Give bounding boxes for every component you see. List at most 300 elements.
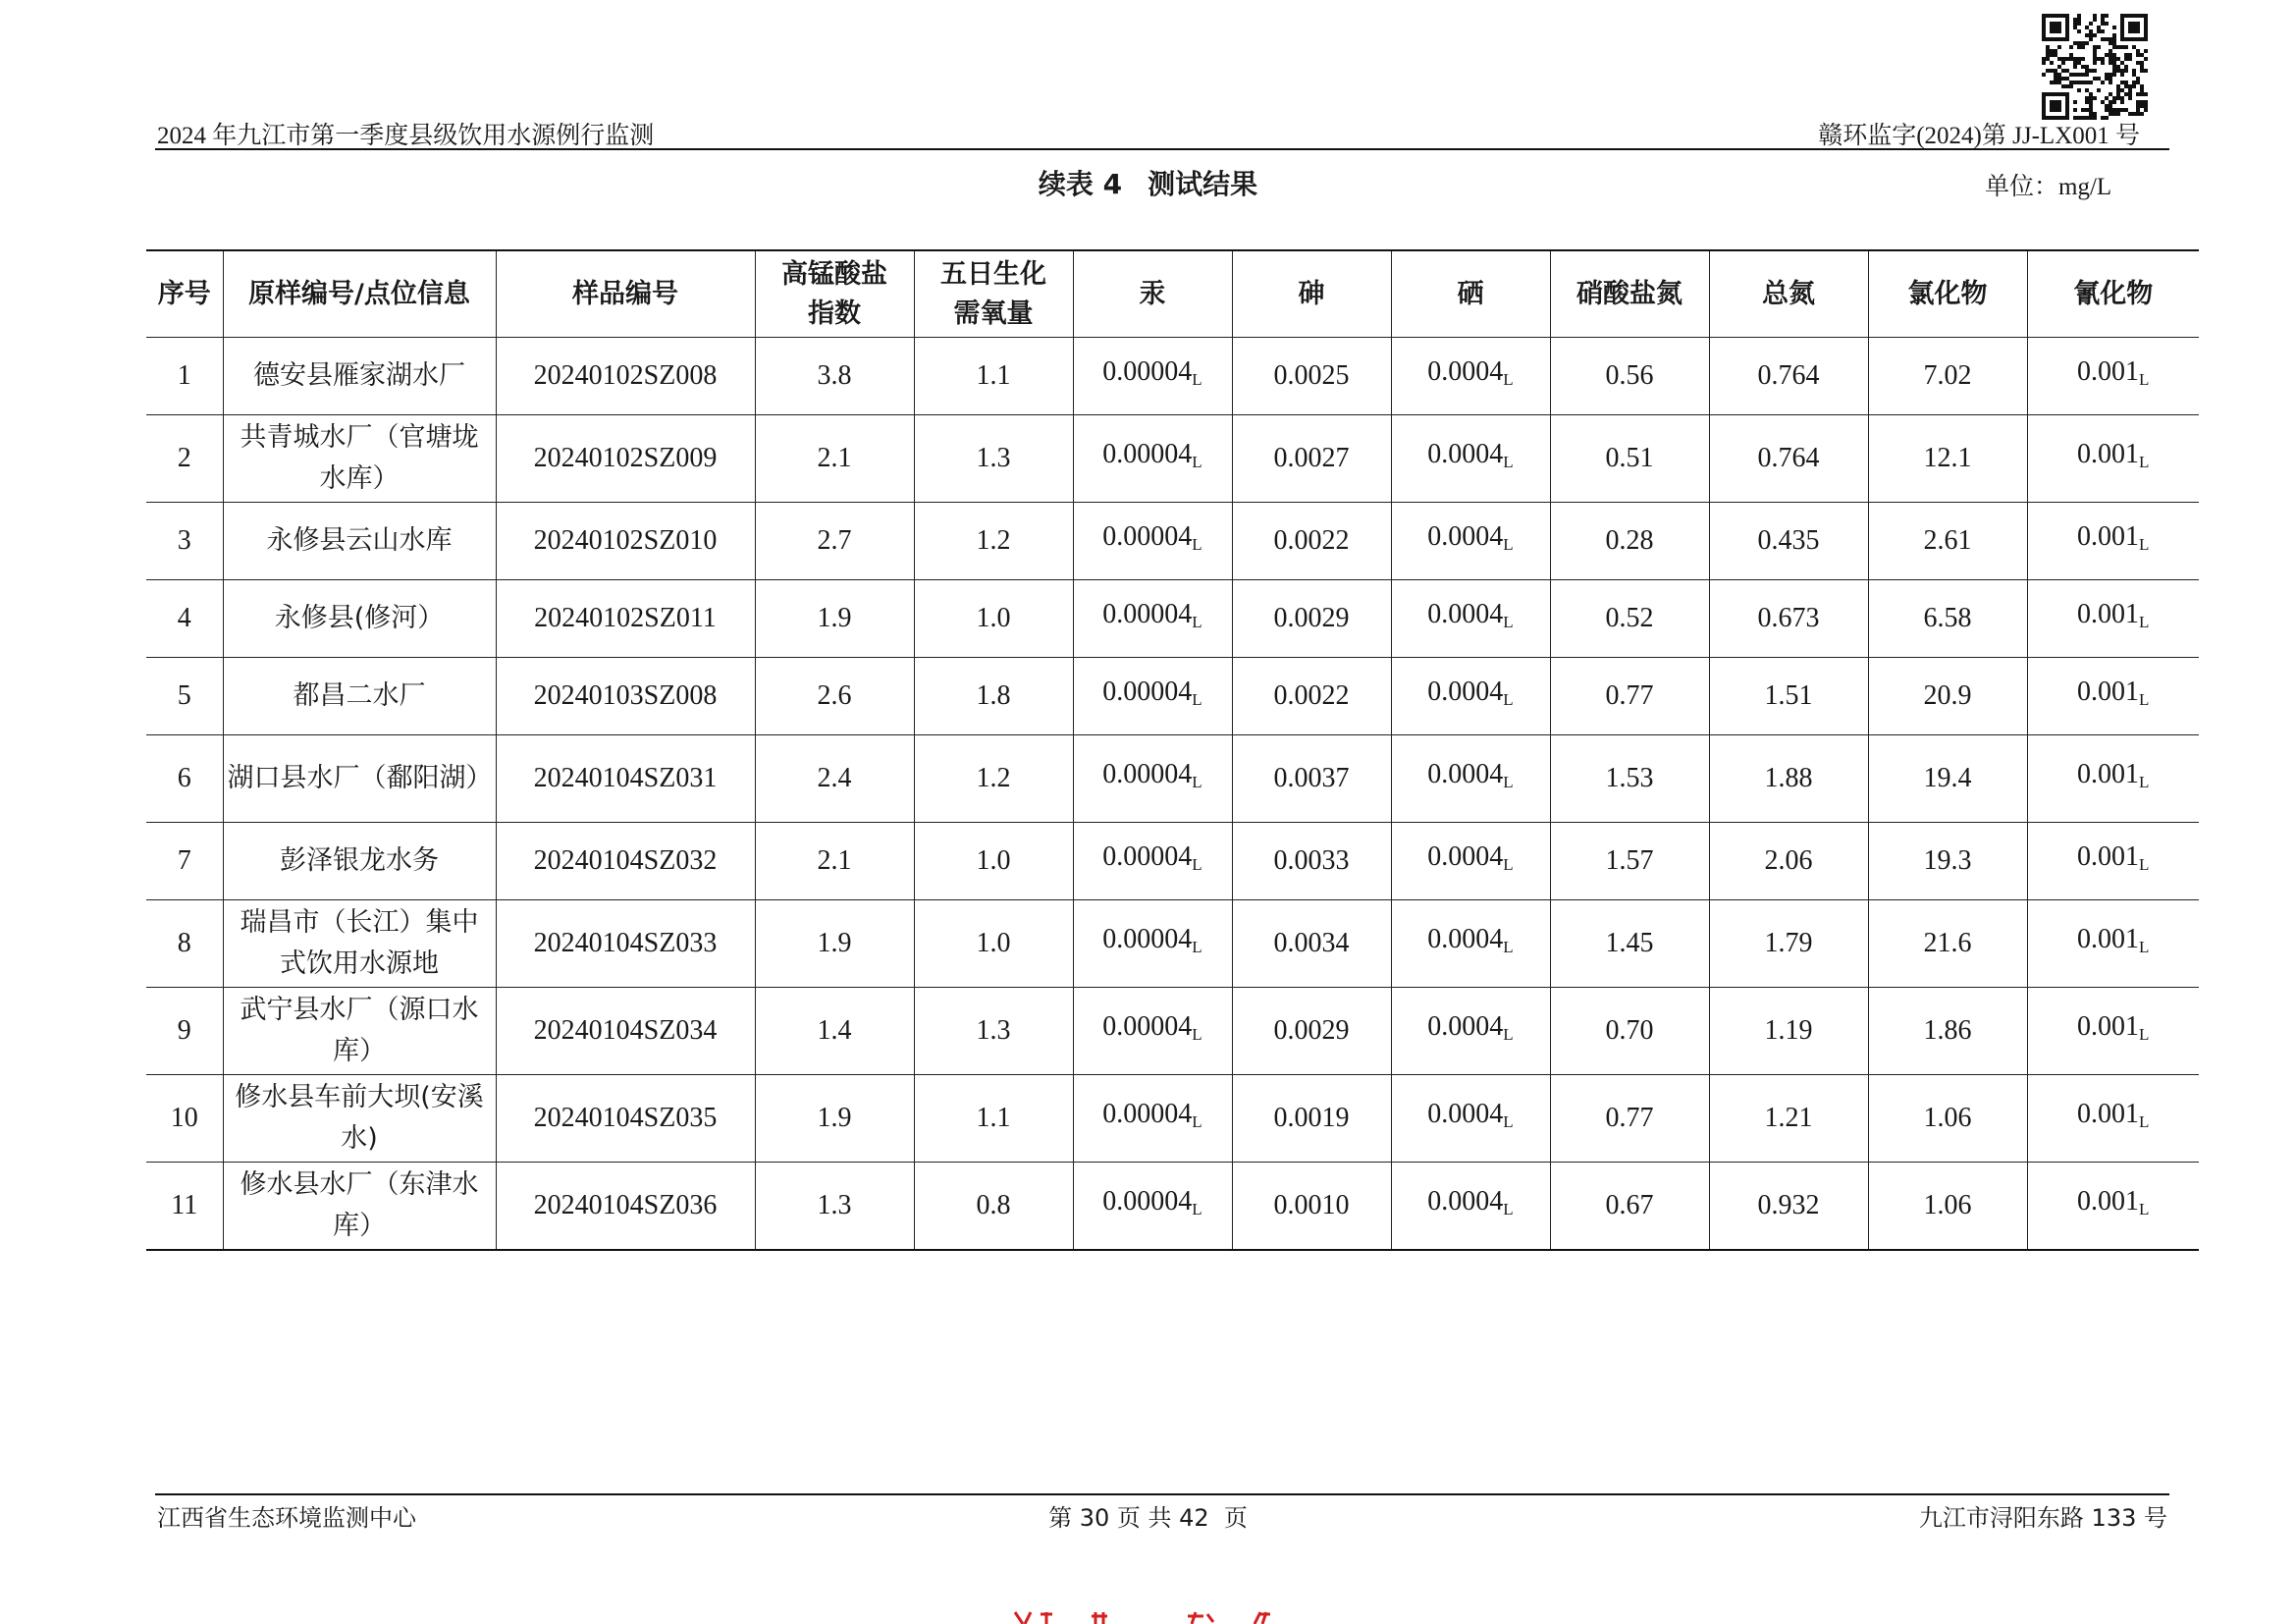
nitrate-nitrogen-cell — [1550, 735, 1709, 823]
selenium-cell — [1391, 338, 1550, 415]
cell-value: 2 — [177, 443, 191, 473]
cell-value: 20240104SZ035 — [533, 1103, 718, 1133]
total-nitrogen-cell — [1709, 415, 1868, 503]
row-number — [146, 580, 223, 658]
cell-value: 德安县雁家湖水厂 — [253, 360, 465, 391]
cell-value: 0.51 — [1605, 443, 1654, 473]
below-detection-flag: L — [1503, 370, 1514, 389]
cell-value: 0.001 — [2077, 924, 2140, 954]
total-nitrogen-cell — [1709, 988, 1868, 1075]
row-number — [146, 1163, 223, 1250]
table-row — [146, 1075, 2199, 1163]
cell-value: 0.00004 — [1102, 1099, 1193, 1129]
column-header: 高锰酸盐指数 — [755, 250, 914, 338]
arsenic-cell — [1232, 900, 1391, 988]
cyanide-cell — [2027, 580, 2199, 658]
selenium-cell — [1391, 823, 1550, 900]
bod5-cell — [914, 988, 1073, 1075]
chloride-cell — [1868, 503, 2027, 580]
cell-value: 武宁县水厂（源口水库） — [240, 995, 479, 1066]
column-header: 硒 — [1391, 250, 1550, 338]
table-row — [146, 415, 2199, 503]
below-detection-flag: L — [2139, 773, 2150, 791]
cell-value: 1.9 — [817, 1103, 852, 1133]
cell-value: 0.77 — [1605, 680, 1654, 711]
cell-value: 1.88 — [1764, 763, 1813, 793]
cell-value: 修水县车前大坝(安溪水) — [235, 1082, 484, 1154]
cyanide-cell — [2027, 1075, 2199, 1163]
cell-value: 20240104SZ034 — [533, 1015, 718, 1046]
cell-value: 1.4 — [817, 1015, 852, 1046]
below-detection-flag: L — [1192, 773, 1202, 791]
arsenic-cell — [1232, 1163, 1391, 1250]
cell-value: 9 — [177, 1015, 191, 1046]
cell-value: 1 — [177, 360, 191, 391]
cell-value: 10 — [170, 1103, 198, 1133]
total-nitrogen-cell — [1709, 1075, 1868, 1163]
mercury-cell — [1073, 338, 1232, 415]
cell-value: 8 — [177, 928, 191, 958]
nitrate-nitrogen-cell — [1550, 900, 1709, 988]
location-cell — [223, 338, 496, 415]
cyanide-cell — [2027, 338, 2199, 415]
cell-value: 1.51 — [1764, 680, 1813, 711]
cell-value: 1.0 — [976, 845, 1011, 876]
below-detection-flag: L — [2139, 1112, 2150, 1131]
arsenic-cell — [1232, 338, 1391, 415]
cell-value: 0.00004 — [1102, 677, 1193, 707]
column-header: 序号 — [146, 250, 223, 338]
nitrate-nitrogen-cell — [1550, 415, 1709, 503]
cell-value: 0.56 — [1605, 360, 1654, 391]
sample-id-cell — [496, 338, 755, 415]
cell-value: 1.1 — [976, 360, 1011, 391]
selenium-cell — [1391, 658, 1550, 735]
location-cell — [223, 1163, 496, 1250]
chloride-cell — [1868, 1075, 2027, 1163]
location-cell — [223, 823, 496, 900]
page-number: 第 30 页 共 42 页 — [1048, 1504, 1248, 1532]
location-cell — [223, 988, 496, 1075]
cell-value: 0.001 — [2077, 439, 2140, 469]
mercury-cell — [1073, 503, 1232, 580]
below-detection-flag: L — [1192, 535, 1202, 554]
total-nitrogen-cell — [1709, 658, 1868, 735]
sample-id-cell — [496, 415, 755, 503]
cell-value: 5 — [177, 680, 191, 711]
cell-value: 1.0 — [976, 928, 1011, 958]
column-header: 总氮 — [1709, 250, 1868, 338]
chloride-cell — [1868, 900, 2027, 988]
unit-label: 单位：mg/L — [1985, 174, 2112, 200]
cyanide-cell — [2027, 900, 2199, 988]
table-row — [146, 823, 2199, 900]
sample-id-cell — [496, 735, 755, 823]
cell-value: 1.8 — [976, 680, 1011, 711]
sample-id-cell — [496, 823, 755, 900]
column-header: 砷 — [1232, 250, 1391, 338]
cyanide-cell — [2027, 1163, 2199, 1250]
table-row — [146, 338, 2199, 415]
cell-value: 永修县(修河） — [274, 603, 445, 633]
cell-value: 7.02 — [1923, 360, 1972, 391]
table-header-row — [146, 250, 2199, 338]
column-header: 样品编号 — [496, 250, 755, 338]
cell-value: 1.0 — [976, 603, 1011, 633]
permanganate-index-cell — [755, 735, 914, 823]
cell-value: 0.0010 — [1273, 1189, 1350, 1220]
cell-value: 0.52 — [1605, 603, 1654, 633]
below-detection-flag: L — [1503, 1112, 1514, 1131]
cell-value: 彭泽银龙水务 — [280, 845, 439, 876]
cell-value: 12.1 — [1923, 443, 1972, 473]
table-row — [146, 580, 2199, 658]
location-cell — [223, 415, 496, 503]
cell-value: 0.00004 — [1102, 841, 1193, 872]
cell-value: 20240102SZ010 — [533, 525, 718, 556]
chloride-cell — [1868, 1163, 2027, 1250]
cell-value: 永修县云山水库 — [266, 525, 453, 556]
arsenic-cell — [1232, 658, 1391, 735]
selenium-cell — [1391, 988, 1550, 1075]
row-number — [146, 900, 223, 988]
bod5-cell — [914, 823, 1073, 900]
below-detection-flag: L — [1192, 690, 1202, 709]
permanganate-index-cell — [755, 338, 914, 415]
cell-value: 0.00004 — [1102, 521, 1193, 552]
cell-value: 0.00004 — [1102, 759, 1193, 789]
cell-value: 0.764 — [1757, 360, 1820, 391]
cell-value: 0.28 — [1605, 525, 1654, 556]
permanganate-index-cell — [755, 415, 914, 503]
sample-id-cell — [496, 988, 755, 1075]
below-detection-flag: L — [1192, 1025, 1202, 1044]
arsenic-cell — [1232, 1075, 1391, 1163]
below-detection-flag: L — [2139, 453, 2150, 471]
permanganate-index-cell — [755, 823, 914, 900]
cell-value: 0.0004 — [1427, 759, 1504, 789]
mercury-cell — [1073, 988, 1232, 1075]
cell-value: 1.2 — [976, 525, 1011, 556]
below-detection-flag: L — [1192, 938, 1202, 956]
below-detection-flag: L — [2139, 1025, 2150, 1044]
total-nitrogen-cell — [1709, 735, 1868, 823]
cell-value: 0.001 — [2077, 677, 2140, 707]
nitrate-nitrogen-cell — [1550, 1075, 1709, 1163]
cyanide-cell — [2027, 735, 2199, 823]
nitrate-nitrogen-cell — [1550, 988, 1709, 1075]
below-detection-flag: L — [2139, 370, 2150, 389]
bod5-cell — [914, 1163, 1073, 1250]
qr-code-icon — [2042, 14, 2148, 120]
nitrate-nitrogen-cell — [1550, 580, 1709, 658]
table-row — [146, 900, 2199, 988]
row-number — [146, 503, 223, 580]
cell-value: 2.61 — [1923, 525, 1972, 556]
below-detection-flag: L — [2139, 613, 2150, 631]
cyanide-cell — [2027, 988, 2199, 1075]
chloride-cell — [1868, 658, 2027, 735]
cell-value: 0.0037 — [1273, 763, 1350, 793]
cell-value: 0.0025 — [1273, 360, 1350, 391]
mercury-cell — [1073, 658, 1232, 735]
chloride-cell — [1868, 580, 2027, 658]
nitrate-nitrogen-cell — [1550, 658, 1709, 735]
cell-value: 0.001 — [2077, 356, 2140, 387]
bod5-cell — [914, 580, 1073, 658]
cell-value: 19.4 — [1923, 763, 1972, 793]
table-row — [146, 1163, 2199, 1250]
below-detection-flag: L — [1192, 1112, 1202, 1131]
cell-value: 1.19 — [1764, 1015, 1813, 1046]
mercury-cell — [1073, 415, 1232, 503]
bod5-cell — [914, 415, 1073, 503]
permanganate-index-cell — [755, 580, 914, 658]
cell-value: 0.0004 — [1427, 356, 1504, 387]
cell-value: 7 — [177, 845, 191, 876]
cell-value: 1.3 — [976, 1015, 1011, 1046]
below-detection-flag: L — [1192, 370, 1202, 389]
nitrate-nitrogen-cell — [1550, 1163, 1709, 1250]
cell-value: 1.06 — [1923, 1189, 1972, 1220]
below-detection-flag: L — [1503, 453, 1514, 471]
cell-value: 20240102SZ008 — [533, 360, 718, 391]
cell-value: 0.67 — [1605, 1189, 1654, 1220]
selenium-cell — [1391, 580, 1550, 658]
bod5-cell — [914, 338, 1073, 415]
cell-value: 1.1 — [976, 1103, 1011, 1133]
header-divider — [155, 148, 2169, 150]
table-title-label: 续表 4 — [1038, 168, 1123, 200]
cell-value: 3 — [177, 525, 191, 556]
chloride-cell — [1868, 823, 2027, 900]
cell-value: 0.0029 — [1273, 1015, 1350, 1046]
permanganate-index-cell — [755, 658, 914, 735]
mercury-cell — [1073, 1163, 1232, 1250]
location-cell — [223, 1075, 496, 1163]
permanganate-index-cell — [755, 900, 914, 988]
bod5-cell — [914, 900, 1073, 988]
cell-value: 修水县水厂（东津水库） — [240, 1168, 479, 1241]
arsenic-cell — [1232, 503, 1391, 580]
cell-value: 0.00004 — [1102, 356, 1193, 387]
mercury-cell — [1073, 1075, 1232, 1163]
total-nitrogen-cell — [1709, 503, 1868, 580]
cell-value: 0.00004 — [1102, 599, 1193, 629]
location-cell — [223, 900, 496, 988]
row-number — [146, 415, 223, 503]
sample-id-cell — [496, 1075, 755, 1163]
arsenic-cell — [1232, 415, 1391, 503]
below-detection-flag: L — [1503, 1025, 1514, 1044]
permanganate-index-cell — [755, 1163, 914, 1250]
table-row — [146, 658, 2199, 735]
cell-value: 0.932 — [1757, 1189, 1820, 1220]
cell-value: 都昌二水厂 — [293, 680, 426, 711]
cell-value: 0.001 — [2077, 1011, 2140, 1042]
table-row — [146, 503, 2199, 580]
mercury-cell — [1073, 823, 1232, 900]
total-nitrogen-cell — [1709, 580, 1868, 658]
table-title — [0, 163, 2296, 202]
cell-value: 11 — [171, 1189, 198, 1220]
cell-value: 1.06 — [1923, 1103, 1972, 1133]
cyanide-cell — [2027, 658, 2199, 735]
cell-value: 0.673 — [1757, 603, 1820, 633]
cell-value: 1.21 — [1764, 1103, 1813, 1133]
below-detection-flag: L — [1503, 690, 1514, 709]
row-number — [146, 988, 223, 1075]
location-cell — [223, 658, 496, 735]
cell-value: 1.53 — [1605, 763, 1654, 793]
cell-value: 0.0022 — [1273, 525, 1350, 556]
below-detection-flag: L — [2139, 535, 2150, 554]
mercury-cell — [1073, 900, 1232, 988]
arsenic-cell — [1232, 823, 1391, 900]
row-number — [146, 338, 223, 415]
below-detection-flag: L — [1503, 938, 1514, 956]
column-header: 五日生化需氧量 — [914, 250, 1073, 338]
bod5-cell — [914, 1075, 1073, 1163]
row-number — [146, 1075, 223, 1163]
footer-organization: 江西省生态环境监测中心 — [157, 1504, 416, 1532]
cell-value: 0.001 — [2077, 1185, 2140, 1217]
cell-value: 20240103SZ008 — [533, 680, 718, 711]
location-cell — [223, 580, 496, 658]
bod5-cell — [914, 735, 1073, 823]
cell-value: 2.1 — [817, 845, 852, 876]
below-detection-flag: L — [2139, 690, 2150, 709]
cell-value: 0.0033 — [1273, 845, 1350, 876]
cell-value: 20240104SZ031 — [533, 763, 718, 793]
cell-value: 0.0019 — [1273, 1103, 1350, 1133]
below-detection-flag: L — [1503, 1199, 1514, 1218]
cell-value: 0.0004 — [1427, 924, 1504, 954]
cell-value: 共青城水厂（官塘垅水库） — [240, 422, 479, 494]
sample-id-cell — [496, 658, 755, 735]
below-detection-flag: L — [1503, 613, 1514, 631]
cell-value: 0.0027 — [1273, 443, 1350, 473]
cell-value: 0.00004 — [1102, 439, 1193, 469]
permanganate-index-cell — [755, 503, 914, 580]
permanganate-index-cell — [755, 1075, 914, 1163]
report-number: 赣环监字(2024)第 JJ-LX001 号 — [1818, 123, 2140, 149]
table-title-text: 测试结果 — [1148, 168, 1258, 200]
selenium-cell — [1391, 415, 1550, 503]
below-detection-flag: L — [1503, 773, 1514, 791]
footer-divider — [155, 1493, 2169, 1495]
column-header: 氯化物 — [1868, 250, 2027, 338]
cell-value: 21.6 — [1923, 928, 1972, 958]
cell-value: 0.001 — [2077, 841, 2140, 872]
cell-value: 4 — [177, 603, 191, 633]
selenium-cell — [1391, 1075, 1550, 1163]
below-detection-flag: L — [2139, 938, 2150, 956]
cell-value: 6.58 — [1923, 603, 1972, 633]
chloride-cell — [1868, 415, 2027, 503]
column-header: 原样编号/点位信息 — [223, 250, 496, 338]
row-number — [146, 823, 223, 900]
report-title: 2024 年九江市第一季度县级饮用水源例行监测 — [157, 123, 655, 149]
selenium-cell — [1391, 1163, 1550, 1250]
permanganate-index-cell — [755, 988, 914, 1075]
cell-value: 0.8 — [976, 1189, 1011, 1220]
sample-id-cell — [496, 580, 755, 658]
cell-value: 1.9 — [817, 928, 852, 958]
below-detection-flag: L — [1503, 535, 1514, 554]
cell-value: 6 — [177, 763, 191, 793]
red-seal-stamp — [1001, 1610, 1296, 1624]
cell-value: 0.764 — [1757, 443, 1820, 473]
selenium-cell — [1391, 900, 1550, 988]
cell-value: 0.0004 — [1427, 439, 1504, 469]
cell-value: 0.0004 — [1427, 1011, 1504, 1042]
cell-value: 湖口县水厂（鄱阳湖） — [227, 763, 493, 793]
cell-value: 0.0029 — [1273, 603, 1350, 633]
cell-value: 20240104SZ032 — [533, 845, 718, 876]
sample-id-cell — [496, 1163, 755, 1250]
cell-value: 20240102SZ011 — [534, 603, 717, 633]
cyanide-cell — [2027, 823, 2199, 900]
column-header: 硝酸盐氮 — [1550, 250, 1709, 338]
cell-value: 0.0034 — [1273, 928, 1350, 958]
cell-value: 20.9 — [1923, 680, 1972, 711]
cell-value: 0.001 — [2077, 1099, 2140, 1129]
nitrate-nitrogen-cell — [1550, 338, 1709, 415]
cell-value: 0.00004 — [1102, 1011, 1193, 1042]
below-detection-flag: L — [1192, 855, 1202, 874]
location-cell — [223, 735, 496, 823]
nitrate-nitrogen-cell — [1550, 503, 1709, 580]
cell-value: 0.0004 — [1427, 1099, 1504, 1129]
cell-value: 0.77 — [1605, 1103, 1654, 1133]
cell-value: 0.0004 — [1427, 841, 1504, 872]
arsenic-cell — [1232, 988, 1391, 1075]
sample-id-cell — [496, 503, 755, 580]
cell-value: 19.3 — [1923, 845, 1972, 876]
column-header: 汞 — [1073, 250, 1232, 338]
bod5-cell — [914, 658, 1073, 735]
bod5-cell — [914, 503, 1073, 580]
below-detection-flag: L — [1192, 453, 1202, 471]
footer-address: 九江市浔阳东路 133 号 — [1918, 1504, 2167, 1532]
total-nitrogen-cell — [1709, 1163, 1868, 1250]
table-row — [146, 735, 2199, 823]
cell-value: 0.001 — [2077, 599, 2140, 629]
below-detection-flag: L — [1192, 1199, 1202, 1218]
column-header: 氰化物 — [2027, 250, 2199, 338]
below-detection-flag: L — [2139, 1199, 2150, 1218]
table-row — [146, 988, 2199, 1075]
cell-value: 2.1 — [817, 443, 852, 473]
below-detection-flag: L — [1192, 613, 1202, 631]
selenium-cell — [1391, 735, 1550, 823]
cell-value: 0.0022 — [1273, 680, 1350, 711]
cell-value: 1.79 — [1764, 928, 1813, 958]
chloride-cell — [1868, 338, 2027, 415]
cyanide-cell — [2027, 503, 2199, 580]
cell-value: 20240104SZ036 — [533, 1189, 718, 1220]
cell-value: 0.00004 — [1102, 1185, 1193, 1217]
chloride-cell — [1868, 988, 2027, 1075]
cell-value: 0.0004 — [1427, 677, 1504, 707]
below-detection-flag: L — [1503, 855, 1514, 874]
total-nitrogen-cell — [1709, 338, 1868, 415]
cell-value: 1.3 — [976, 443, 1011, 473]
cell-value: 1.3 — [817, 1189, 852, 1220]
cell-value: 0.0004 — [1427, 1185, 1504, 1217]
cell-value: 0.435 — [1757, 525, 1820, 556]
